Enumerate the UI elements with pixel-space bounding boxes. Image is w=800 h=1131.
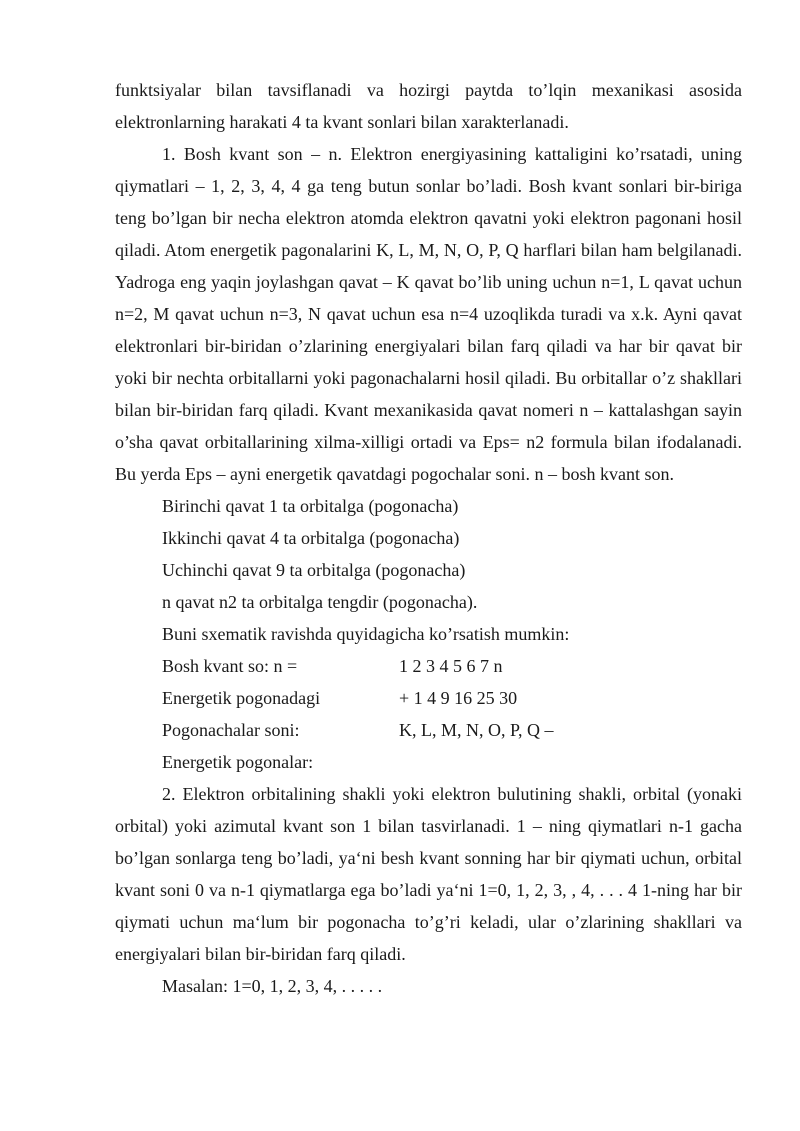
scheme-row-value: K, L, M, N, O, P, Q – bbox=[399, 720, 554, 740]
scheme-row bbox=[162, 682, 742, 714]
example-line: Masalan: 1=0, 1, 2, 3, 4, . . . . . bbox=[162, 976, 383, 996]
list-line-second-shell: Ikkinchi qavat 4 ta orbitalga (pogonacha) bbox=[162, 528, 460, 548]
scheme-row-label: Energetik pogonadagi bbox=[162, 688, 321, 708]
list-line-first-shell: Birinchi qavat 1 ta orbitalga (pogonacha) bbox=[162, 496, 459, 516]
scheme-row bbox=[162, 714, 742, 746]
scheme-row-label: Pogonachalar soni: bbox=[162, 720, 300, 740]
list-line-n-shell: n qavat n2 ta orbitalga tengdir (pogonacha). bbox=[162, 592, 478, 612]
list-line-third-shell: Uchinchi qavat 9 ta orbitalga (pogonacha) bbox=[162, 560, 466, 580]
paragraph-intro: funktsiyalar bilan tavsiflanadi va hozirgi paytda to’lqin mexanikasi asosida elektronlarning harakati 4 ta kvant sonlari bilan xarakterlanadi. bbox=[115, 80, 742, 132]
scheme-row bbox=[162, 650, 742, 682]
document-body bbox=[115, 74, 742, 1002]
scheme-row-value: 1 2 3 4 5 6 7 n bbox=[399, 656, 503, 676]
paragraph-principal-quantum-number: 1. Bosh kvant son – n. Elektron energiyasining kattaligini ko’rsatadi, uning qiymatlari – 1, 2, 3, 4, 4 ga teng butun sonlar bo’ladi. Bosh kvant sonlari bir-biriga teng bo’lgan bir necha elektron atomda elektron qavatni yoki elektron pagonani hosil qiladi. Atom energetik pagonalarini K, L, M, N, O, P, Q harflari bilan ham belgilanadi. Yadroga eng yaqin joylashgan qavat – K qavat bo’lib uning uchun n=1, L qavat uchun n=2, M qavat uchun n=3, N qavat uchun esa n=4 uzoqlikda turadi va x.k. Ayni qavat elektronlari bir-biridan o’zlarining energiyalari bilan farq qiladi va har bir qavat bir yoki bir nechta orbitallarni yoki pagonachalarni hosil qiladi. Bu orbitallar o’z shakllari bilan bir-biridan farq qiladi. Kvant mexanikasida qavat nomeri n – kattalashgan sayin o’sha qavat orbitallarining xilma-xilligi ortadi va Eps= n2 formula bilan ifodalanadi. Bu yerda Eps – ayni energetik qavatdagi pogochalar soni. n – bosh kvant son. bbox=[115, 144, 742, 484]
paragraph-orbital-quantum-number: 2. Elektron orbitalining shakli yoki elektron bulutining shakli, orbital (yonaki orbital) yoki azimutal kvant son 1 bilan tasvirlanadi. 1 – ning qiymatlari n-1 gacha bo’lgan sonlarga teng bo’ladi, ya‘ni besh kvant sonning har bir qiymati uchun, orbital kvant soni 0 va n-1 qiymatlarga ega bo’ladi ya‘ni 1=0, 1, 2, 3, , 4, . . . 4 1-ning har bir qiymati uchun ma‘lum bir pogonacha to’g’ri keladi, ular o’zlarining shakllari va energiyalari bilan bir-biridan farq qiladi. bbox=[115, 784, 742, 964]
scheme-row-value: + 1 4 9 16 25 30 bbox=[399, 688, 518, 708]
scheme-intro-line: Buni sxematik ravishda quyidagicha ko’rsatish mumkin: bbox=[162, 624, 570, 644]
scheme-row-label: Bosh kvant so: n = bbox=[162, 656, 298, 676]
scheme-row bbox=[162, 746, 742, 778]
scheme-row-label: Energetik pogonalar: bbox=[162, 752, 314, 772]
